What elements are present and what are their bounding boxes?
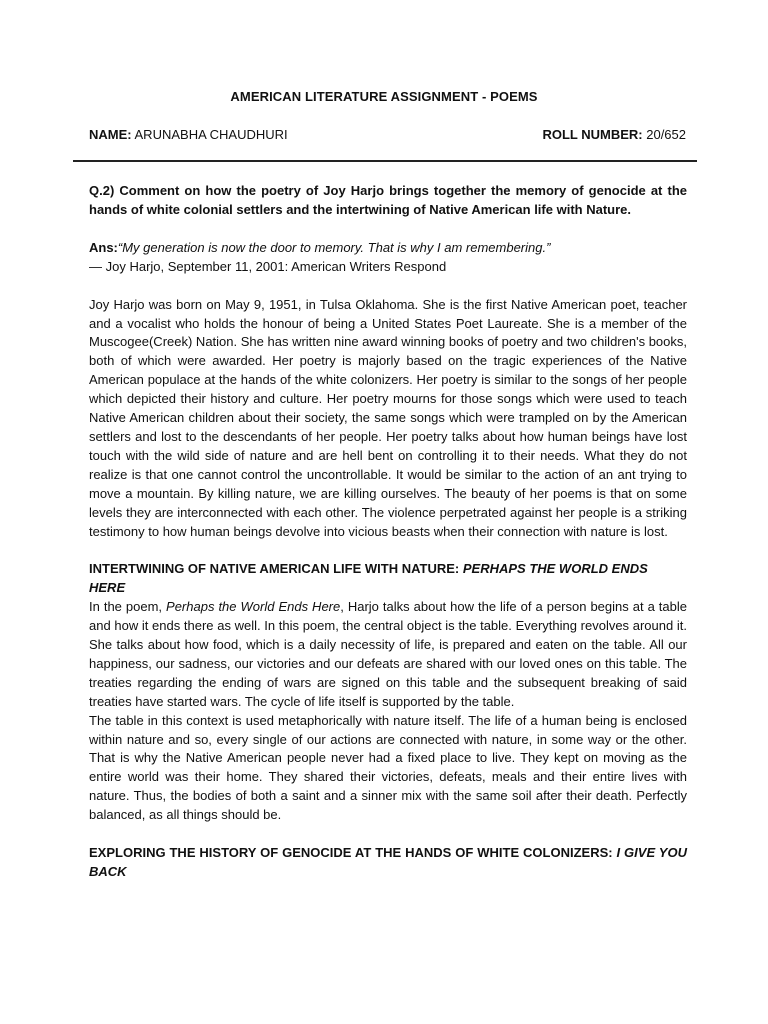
section-heading-nature	[89, 560, 687, 598]
document-body	[89, 182, 687, 882]
roll-label: ROLL NUMBER:	[542, 127, 643, 142]
para2-poem-title: Perhaps the World Ends Here	[166, 599, 341, 615]
para2-rest: , Harjo talks about how the life of a person begins at a table and how it ends there as well. In this poem, the central object is the table. Everything revolves around it. She talks about how food, which is a daily necessity of life, is prepared and eaten on the table. All our happiness, our sadness, our victories and our defeats are shared with our loved ones on this table. The treaties regarding the ending of wars are signed on this table and the subsequent breaking of said treaties have started wars. The cycle of life itself is supported by the table.	[89, 599, 687, 709]
section-heading-genocide	[89, 844, 687, 882]
answer-label: Ans:	[89, 239, 118, 255]
heading2-text: INTERTWINING OF NATIVE AMERICAN LIFE WITH NATURE:	[89, 561, 460, 577]
roll-value: 20/652	[646, 127, 686, 142]
heading3-poem: I GIVE YOU BACK	[89, 845, 687, 879]
question-text: Q.2) Comment on how the poetry of Joy Harjo brings together the memory of genocide at the hands of white colonial settlers and the intertwining of Native American life with Nature.	[89, 183, 687, 217]
roll-number-line	[542, 127, 686, 142]
quote-text: “My generation is now the door to memory. That is why I am remembering.”	[117, 239, 551, 255]
header-divider	[73, 160, 697, 162]
quote-source: — Joy Harjo, September 11, 2001: American Writers Respond	[89, 258, 447, 274]
name-value: ARUNABHA CHAUDHURI	[134, 127, 288, 142]
paragraph-biography: Joy Harjo was born on May 9, 1951, in Tulsa Oklahoma. She is the first Native American poet, teacher and a vocalist who holds the honour of being a United States Poet Laureate. She is a member of the Muscogee(Creek) Nation. She has written nine award winning books of poetry and two children's books, both of which were awarded. Her poetry is majorly based on the tragic experiences of the Native American populace at the hands of the white colonizers. Her poetry is similar to the songs of her people which depicted their history and culture. Her poetry mourns for those songs which were used to teach Native American children about their society, the same songs which were trampled on by the American settlers and lost to the descendants of her people. Her poetry talks about how human beings have lost touch with the wild side of nature and are hell bent on controlling it to their needs. What they do not realize is that one cannot control the uncontrollable. It would be similar to the action of an ant trying to move a mountain. By killing nature, we are killing ourselves. The beauty of her poems is that on some levels they are interconnected with each other. The violence perpetrated against her people is a striking testimony to how human beings devolve into vicious beasts when their connection with nature is lost.	[89, 296, 687, 539]
name-label: NAME:	[89, 127, 132, 142]
heading3-text: EXPLORING THE HISTORY OF GENOCIDE AT THE HANDS OF WHITE COLONIZERS:	[89, 845, 613, 861]
answer-quote	[89, 239, 687, 258]
heading2-poem: PERHAPS THE WORLD ENDS HERE	[89, 561, 648, 596]
name-line	[89, 127, 288, 142]
paragraph-table-poem	[89, 598, 687, 711]
paragraph-table-metaphor: The table in this context is used metaphorically with nature itself. The life of a human being is enclosed within nature and so, every single of our actions are connected with nature, in some way or the other. That is why the Native American people never had a fixed place to live. They kept on moving as the entire world was their home. They shared their victories, defeats, meals and their entire lives with nature. Thus, the bodies of both a saint and a sinner mix with the same soil after their death. Perfectly balanced, as all things should be.	[89, 712, 687, 823]
document-title: AMERICAN LITERATURE ASSIGNMENT - POEMS	[230, 89, 538, 104]
para2-start: In the poem,	[89, 599, 163, 615]
